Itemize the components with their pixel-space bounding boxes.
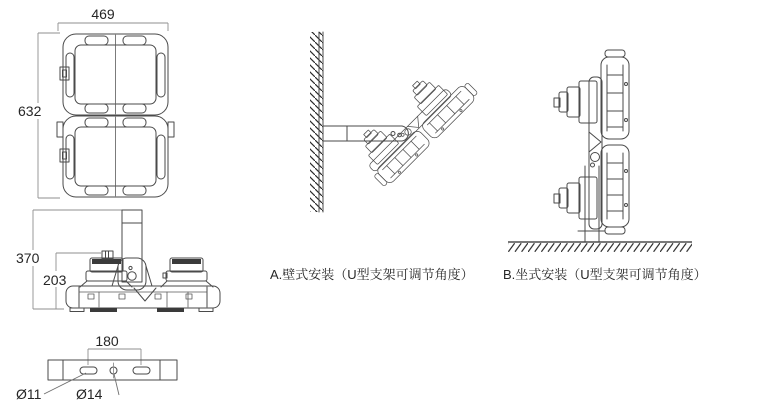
dimension-width	[58, 6, 168, 31]
foot-pad-left	[90, 308, 117, 312]
hole-spacing-label: 180	[95, 333, 119, 349]
wall-mount-view	[270, 32, 480, 282]
slot-right	[133, 367, 150, 374]
floor-mount-caption: B.坐式安装（U型支架可调节角度）	[503, 267, 707, 282]
led-module-bottom	[60, 116, 168, 197]
latch-bottom	[60, 149, 69, 162]
ground-hatch	[508, 242, 692, 252]
fixture-body-top	[66, 286, 220, 312]
front-view	[16, 6, 174, 198]
bracket-bottom-view	[16, 333, 177, 402]
foot-pad-right	[157, 308, 184, 312]
side-top-view	[14, 210, 220, 312]
callout-center-hole-diameter	[76, 374, 119, 402]
front-width-label: 469	[91, 6, 115, 22]
bracket-hole	[128, 272, 136, 280]
wall-hatch	[310, 32, 323, 212]
wall-mount-caption: A.壁式安装（U型支架可调节角度）	[270, 267, 474, 282]
body-depth-label: 203	[43, 272, 67, 288]
floor-mount-view	[503, 50, 707, 282]
latch-top	[60, 67, 69, 80]
led-module-top	[60, 34, 168, 115]
wall-mount-fixture	[348, 57, 480, 189]
center-hole-diameter-label: Ø14	[76, 386, 103, 402]
front-height-label: 632	[18, 103, 42, 119]
dimension-height	[16, 33, 60, 198]
mounting-pole	[112, 210, 152, 290]
bracket-tab-right	[168, 122, 174, 137]
floor-mount-fixture	[554, 50, 629, 234]
overall-depth-label: 370	[16, 250, 40, 266]
driver-box-right	[161, 258, 213, 287]
slot-left	[80, 367, 97, 374]
bracket-tab-left	[57, 122, 63, 137]
bracket-plate	[48, 360, 177, 380]
slot-diameter-label: Ø11	[16, 386, 42, 402]
